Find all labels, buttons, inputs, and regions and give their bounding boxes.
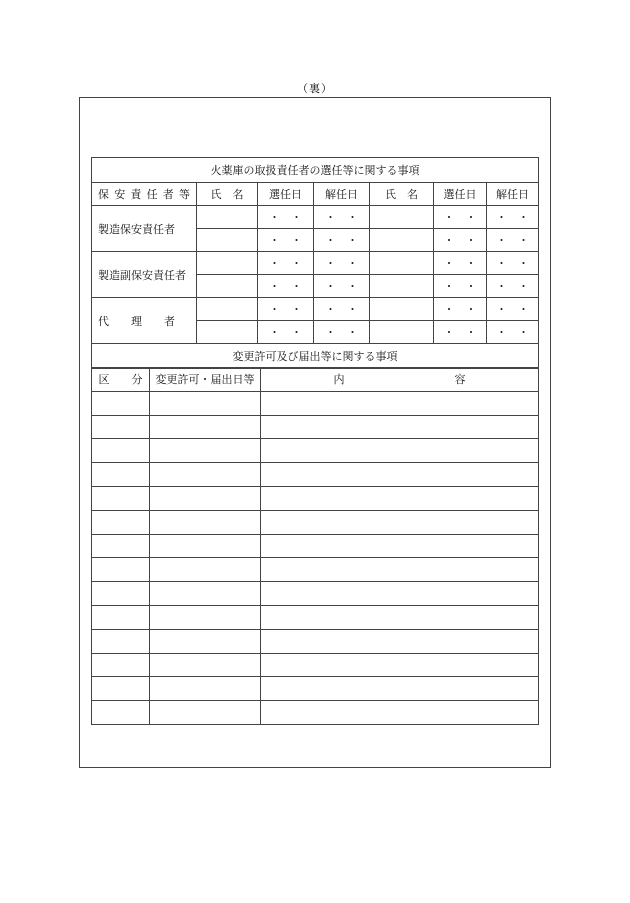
manager-appointment-table — [91, 157, 539, 369]
date-cell[interactable]: ・ ・ — [258, 252, 314, 275]
date-cell[interactable]: ・ ・ — [314, 321, 370, 344]
header-category: 区 分 — [92, 368, 150, 392]
header-role-char: 等 — [178, 188, 190, 201]
header-dismissed-2: 解任日 — [487, 183, 539, 206]
change-row — [92, 701, 539, 725]
date-cell[interactable]: ・ ・ — [434, 206, 487, 229]
change-date-cell[interactable] — [150, 486, 261, 510]
change-row — [92, 510, 539, 534]
change-row — [92, 558, 539, 582]
date-cell[interactable]: ・ ・ — [314, 275, 370, 298]
change-date-cell[interactable] — [150, 701, 261, 725]
change-row — [92, 439, 539, 463]
change-date-cell[interactable] — [150, 415, 261, 439]
change-date-cell[interactable] — [150, 629, 261, 653]
role-label: 代 理 者 — [92, 298, 197, 344]
change-row — [92, 629, 539, 653]
change-row — [92, 463, 539, 487]
change-date-cell[interactable] — [150, 439, 261, 463]
date-cell[interactable]: ・ ・ — [314, 206, 370, 229]
change-table-title: 変更許可及び届出等に関する事項 — [92, 344, 539, 369]
change-date-cell[interactable] — [150, 582, 261, 606]
change-date-cell[interactable] — [150, 605, 261, 629]
name-cell[interactable] — [370, 252, 434, 275]
header-appointed-1: 選任日 — [258, 183, 314, 206]
change-record-table — [91, 367, 539, 725]
content-cell[interactable] — [261, 653, 539, 677]
category-cell[interactable] — [92, 439, 150, 463]
manager-table-title: 火薬庫の取扱責任者の選任等に関する事項 — [92, 158, 539, 183]
name-cell[interactable] — [370, 229, 434, 252]
category-cell[interactable] — [92, 391, 150, 415]
name-cell[interactable] — [370, 321, 434, 344]
header-role-char: 保 — [98, 188, 109, 201]
manager-row — [92, 252, 539, 275]
role-label: 製造保安責任者 — [92, 206, 197, 252]
change-row — [92, 582, 539, 606]
date-cell[interactable]: ・ ・ — [314, 298, 370, 321]
change-row — [92, 486, 539, 510]
date-cell[interactable]: ・ ・ — [434, 275, 487, 298]
date-cell[interactable]: ・ ・ — [487, 275, 539, 298]
content-cell[interactable] — [261, 486, 539, 510]
category-cell[interactable] — [92, 677, 150, 701]
category-cell[interactable] — [92, 605, 150, 629]
content-cell[interactable] — [261, 391, 539, 415]
category-cell[interactable] — [92, 534, 150, 558]
header-content — [261, 368, 539, 392]
change-date-cell[interactable] — [150, 510, 261, 534]
change-row — [92, 534, 539, 558]
name-cell[interactable] — [197, 229, 258, 252]
header-role-char: 者 — [162, 188, 174, 201]
change-row — [92, 391, 539, 415]
header-role-char: 安 — [114, 188, 126, 201]
change-date-cell[interactable] — [150, 391, 261, 415]
page-side-label: （裏） — [297, 82, 333, 95]
date-cell[interactable]: ・ ・ — [487, 321, 539, 344]
date-cell[interactable]: ・ ・ — [434, 252, 487, 275]
change-row — [92, 605, 539, 629]
date-cell[interactable]: ・ ・ — [434, 229, 487, 252]
content-cell[interactable] — [261, 701, 539, 725]
header-name-1: 氏 名 — [197, 183, 258, 206]
category-cell[interactable] — [92, 486, 150, 510]
role-label: 製造副保安責任者 — [92, 252, 197, 298]
category-cell[interactable] — [92, 415, 150, 439]
date-cell[interactable]: ・ ・ — [487, 252, 539, 275]
header-content-left: 内 — [333, 373, 345, 387]
header-name-2: 氏 名 — [370, 183, 434, 206]
header-role-char: 任 — [146, 188, 158, 201]
category-cell[interactable] — [92, 510, 150, 534]
header-dismissed-1: 解任日 — [314, 183, 370, 206]
header-content-right: 容 — [454, 373, 466, 387]
header-role — [92, 183, 197, 206]
name-cell[interactable] — [370, 206, 434, 229]
manager-row — [92, 298, 539, 321]
header-role-char: 責 — [130, 188, 142, 201]
content-cell[interactable] — [261, 558, 539, 582]
name-cell[interactable] — [197, 298, 258, 321]
date-cell[interactable]: ・ ・ — [434, 321, 487, 344]
name-cell[interactable] — [197, 275, 258, 298]
date-cell[interactable]: ・ ・ — [434, 298, 487, 321]
date-cell[interactable]: ・ ・ — [258, 298, 314, 321]
content-cell[interactable] — [261, 605, 539, 629]
content-cell[interactable] — [261, 463, 539, 487]
content-cell[interactable] — [261, 629, 539, 653]
change-date-cell[interactable] — [150, 677, 261, 701]
change-row — [92, 415, 539, 439]
category-cell[interactable] — [92, 701, 150, 725]
name-cell[interactable] — [370, 275, 434, 298]
date-cell[interactable]: ・ ・ — [487, 229, 539, 252]
change-row — [92, 653, 539, 677]
name-cell[interactable] — [197, 252, 258, 275]
header-appointed-2: 選任日 — [434, 183, 487, 206]
date-cell[interactable]: ・ ・ — [314, 252, 370, 275]
change-date-cell[interactable] — [150, 463, 261, 487]
content-cell[interactable] — [261, 510, 539, 534]
name-cell[interactable] — [197, 206, 258, 229]
change-row — [92, 677, 539, 701]
change-date-cell[interactable] — [150, 558, 261, 582]
date-cell[interactable]: ・ ・ — [258, 229, 314, 252]
name-cell[interactable] — [370, 298, 434, 321]
manager-row — [92, 206, 539, 229]
change-date-cell[interactable] — [150, 653, 261, 677]
category-cell[interactable] — [92, 582, 150, 606]
date-cell[interactable]: ・ ・ — [314, 229, 370, 252]
content-cell[interactable] — [261, 415, 539, 439]
category-cell[interactable] — [92, 629, 150, 653]
date-cell[interactable]: ・ ・ — [487, 298, 539, 321]
category-cell[interactable] — [92, 558, 150, 582]
date-cell[interactable]: ・ ・ — [258, 275, 314, 298]
date-cell[interactable]: ・ ・ — [258, 321, 314, 344]
content-cell[interactable] — [261, 534, 539, 558]
name-cell[interactable] — [197, 321, 258, 344]
category-cell[interactable] — [92, 653, 150, 677]
content-cell[interactable] — [261, 582, 539, 606]
content-cell[interactable] — [261, 677, 539, 701]
content-cell[interactable] — [261, 439, 539, 463]
category-cell[interactable] — [92, 463, 150, 487]
date-cell[interactable]: ・ ・ — [258, 206, 314, 229]
date-cell[interactable]: ・ ・ — [487, 206, 539, 229]
header-change-date: 変更許可・届出日等 — [150, 368, 261, 392]
change-date-cell[interactable] — [150, 534, 261, 558]
